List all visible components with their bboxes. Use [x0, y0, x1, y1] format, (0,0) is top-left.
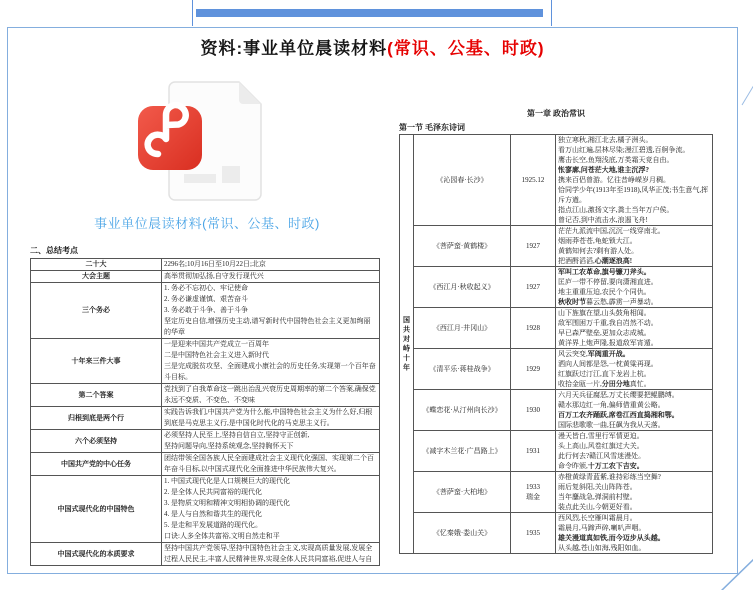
text-segment: 分田分地	[601, 380, 630, 388]
text-line	[558, 135, 710, 145]
right-column	[399, 108, 713, 554]
text-line	[558, 420, 710, 430]
text-line	[558, 359, 710, 369]
poem-content-cell	[556, 308, 713, 349]
poem-title-cell: 《菩萨蛮·黄鹤楼》	[414, 226, 511, 267]
text-segment: 暮云愁,霹雳一声暴动。	[586, 298, 658, 306]
poem-title-cell: 《蝶恋花·从汀州向长沙》	[414, 390, 511, 431]
text-line	[558, 236, 710, 246]
text-line	[558, 338, 710, 348]
year-line: 1928	[526, 324, 540, 332]
text-line	[164, 543, 377, 565]
selection-bar[interactable]	[196, 9, 543, 17]
text-line	[164, 294, 377, 305]
text-line	[558, 349, 710, 359]
era-label: 国共对峙十年	[402, 315, 411, 373]
text-segment: 风云突变,	[558, 350, 588, 358]
text-segment: 把酒酹滔滔,	[558, 257, 595, 265]
text-segment: 十万工农下吉安。	[587, 462, 644, 470]
poem-row	[400, 431, 713, 472]
text-line	[558, 379, 710, 389]
text-segment: 茫茫九派流中国,沉沉一线穿南北。	[558, 227, 665, 235]
summary-row	[31, 384, 380, 407]
text-line	[558, 277, 710, 287]
text-line	[164, 498, 377, 509]
text-segment: 早已森严壁垒,更加众志成城。	[558, 329, 651, 337]
text-segment: 黄鹤知何去?剩有游人处。	[558, 247, 639, 255]
text-segment: 恰同学少年(1913年至1918),风华正茂;书生意气,挥斥方遒。	[558, 186, 709, 204]
text-segment: 命令昨颁,	[558, 462, 588, 470]
text-line	[558, 431, 710, 441]
text-line	[164, 361, 377, 383]
text-line	[164, 384, 377, 406]
text-segment: 军叫工农革命,旗号镰刀斧头。	[558, 268, 651, 276]
year-line: 1933	[526, 483, 540, 491]
text-segment: 必须坚持人民至上,坚持自信自立,坚持守正创新,	[164, 431, 310, 439]
poem-content-cell	[556, 390, 713, 431]
text-segment: 秋收时节	[558, 298, 586, 306]
summary-row-label: 第二个答案	[31, 384, 162, 407]
summary-row-label: 中国式现代化的本质要求	[31, 543, 162, 566]
text-line	[558, 328, 710, 338]
summary-row-content	[162, 259, 380, 271]
summary-row-label: 六个必须坚持	[31, 430, 162, 453]
document-title	[8, 34, 737, 59]
poem-title-cell: 《菩萨蛮·大柏地》	[414, 472, 511, 513]
text-line	[558, 308, 710, 318]
poem-content-cell	[556, 472, 713, 513]
poem-content-cell	[556, 349, 713, 390]
poem-row	[400, 308, 713, 349]
text-segment: 指点江山,激扬文字,粪土当年万户侯。	[558, 206, 674, 214]
text-segment: 真忙。	[629, 380, 651, 388]
text-segment: 头上高山,风卷红旗过大关。	[558, 442, 644, 450]
summary-row	[31, 453, 380, 476]
text-line	[164, 350, 377, 361]
poems-table	[399, 134, 713, 554]
summary-row-content	[162, 453, 380, 476]
text-segment: 2. 是全体人民共同富裕的现代化	[164, 488, 262, 496]
text-segment: 怅寥廓,问苍茫大地,谁主沉浮?	[558, 166, 649, 174]
text-line	[164, 339, 377, 350]
text-line	[558, 297, 710, 307]
text-segment: 收拾金瓯一片,	[558, 380, 602, 388]
text-segment: 黄洋界上炮声隆,报道敌军宵遁。	[558, 339, 658, 347]
text-line	[558, 472, 710, 482]
text-line	[558, 523, 710, 533]
text-line	[164, 531, 377, 542]
summary-row-label: 中国式现代化的中国特色	[31, 476, 162, 543]
text-line	[558, 482, 710, 492]
text-segment: 心潮逐浪高!	[594, 257, 633, 265]
text-segment: 西风烈,长空雁叫霜晨月。	[558, 514, 637, 522]
poem-year-cell	[511, 267, 556, 308]
text-segment: 5. 是走和平发展道路的现代化。	[164, 521, 262, 529]
text-segment: 口诀:人多全体共富裕,文明自然走和平	[164, 532, 280, 540]
left-column	[30, 76, 384, 566]
poem-year-cell	[511, 349, 556, 390]
text-segment: 国际悲歌歌一曲,狂飙为我从天落。	[558, 421, 665, 429]
text-line	[558, 155, 710, 165]
chapter-title: 第一章 政治常识	[527, 109, 585, 118]
poem-row	[400, 349, 713, 390]
text-line	[164, 509, 377, 520]
summary-row	[31, 430, 380, 453]
text-segment: 2296名;10月16日至10月22日;北京	[164, 260, 266, 268]
text-segment: 鹰击长空,鱼翔浅底,万类霜天竞自由。	[558, 156, 674, 164]
year-line: 1925.12	[521, 176, 545, 184]
text-segment: 雄关漫道真如铁,而今迈步从头越。	[558, 534, 665, 542]
poem-row	[400, 472, 713, 513]
text-line	[558, 390, 710, 400]
text-segment: 装点此关山,今朝更好看。	[558, 503, 637, 511]
text-line	[558, 533, 710, 543]
year-line: 1935	[526, 529, 540, 537]
summary-row-label: 三个务必	[31, 283, 162, 339]
poem-row	[400, 513, 713, 554]
poem-year-cell	[511, 390, 556, 431]
text-segment: 1. 务必不忘初心、牢记使命	[164, 284, 248, 292]
document-title-main: 资料:事业单位晨读材料	[200, 39, 388, 58]
text-segment: 二是中国特色社会主义进入新时代	[164, 351, 269, 359]
text-line	[164, 316, 377, 338]
year-line: 1929	[526, 365, 540, 373]
text-line	[558, 205, 710, 215]
right-edge-handle[interactable]	[742, 85, 753, 105]
text-segment: 携来百侣曾游。忆往昔峥嵘岁月稠。	[558, 176, 670, 184]
summary-row	[31, 259, 380, 271]
poem-row	[400, 267, 713, 308]
poem-row	[400, 226, 713, 267]
poem-year-cell	[511, 472, 556, 513]
text-segment: 4. 是人与自然和谐共生的现代化	[164, 510, 262, 518]
pdf-file-icon[interactable]	[120, 76, 295, 211]
summary-row-label: 中国共产党的中心任务	[31, 453, 162, 476]
text-segment: 从头越,苍山如海,残阳如血。	[558, 544, 646, 552]
text-segment: 坚持问题导向,坚持系统观念,坚持胸怀天下	[164, 442, 294, 450]
summary-row-label: 二十大	[31, 259, 162, 271]
text-line	[164, 407, 377, 429]
text-segment: 红旗跃过汀江,直下龙岩上杭。	[558, 370, 651, 378]
year-line: 1927	[526, 242, 540, 250]
summary-row-content	[162, 476, 380, 543]
text-line	[164, 283, 377, 294]
text-segment: 坚持中国共产党领导,坚持中国特色社会主义,实现高质量发展,发展全过程人民民主,丰富人民精神世界,实现全体人民共同富裕,促进人与自	[164, 544, 373, 563]
text-segment: 曾记否,到中流击水,浪遏飞舟!	[558, 216, 648, 224]
poem-year-cell	[511, 135, 556, 226]
poem-content-cell	[556, 513, 713, 554]
text-line	[558, 246, 710, 256]
text-segment: 3. 是物质文明和精神文明相协调的现代化	[164, 499, 290, 507]
text-segment: 团结带领全国各族人民全面建成社会主义现代化强国、实现第二个百年奋斗目标,以中国式现代化全面推进中华民族伟大复兴。	[164, 454, 374, 473]
year-line: 1931	[526, 447, 540, 455]
text-segment: 3. 务必敢于斗争、善于斗争	[164, 306, 248, 314]
text-line	[558, 145, 710, 155]
text-segment: 烟雨莽苍苍,龟蛇锁大江。	[558, 237, 637, 245]
text-line	[558, 461, 710, 471]
text-segment: 1. 中国式现代化是人口规模巨大的现代化	[164, 477, 290, 485]
text-segment: 霜晨月,马蹄声碎,喇叭声咽。	[558, 524, 646, 532]
text-line	[164, 430, 377, 441]
poem-row	[400, 390, 713, 431]
text-line	[164, 441, 377, 452]
text-segment: 此行何去?赣江风雪迷漫处。	[558, 452, 646, 460]
document-title-accent: (常识、公基、时政)	[387, 39, 545, 58]
poem-year-cell	[511, 431, 556, 472]
text-line	[164, 305, 377, 316]
poem-content-cell	[556, 431, 713, 472]
poem-title-cell: 《减字木兰花·广昌路上》	[414, 431, 511, 472]
text-segment: 三是完成脱贫攻坚、全面建成小康社会的历史任务,实现第一个百年奋斗目标。	[164, 362, 376, 381]
text-segment: 洒向人间都是怨,一枕黄粱再现。	[558, 360, 658, 368]
summary-row	[31, 476, 380, 543]
text-segment: 高举贯彻加弘扬,自守发行现代兴	[164, 272, 264, 280]
text-segment: 匡庐一带不停留,要向潇湘直进。	[558, 278, 658, 286]
poem-content-cell	[556, 226, 713, 267]
text-segment: 独立寒秋,湘江北去,橘子洲头。	[558, 136, 653, 144]
text-line	[558, 441, 710, 451]
summary-row-content	[162, 543, 380, 566]
text-line	[558, 369, 710, 379]
summary-row-label: 归根到底是两个行	[31, 407, 162, 430]
poem-content-cell	[556, 267, 713, 308]
year-line: 1927	[526, 283, 540, 291]
summary-row-content	[162, 384, 380, 407]
text-segment: 坚定历史自信,增强历史主动,谱写新时代中国特色社会主义更加绚丽的华章	[164, 317, 371, 336]
text-line	[164, 476, 377, 487]
text-line	[164, 453, 377, 475]
summary-row-content	[162, 407, 380, 430]
poem-title-cell: 《西江月·秋收起义》	[414, 267, 511, 308]
text-line	[164, 487, 377, 498]
text-line	[558, 502, 710, 512]
text-line	[558, 318, 710, 328]
text-segment: 党找到了自我革命这一跳出治乱兴衰历史周期率的第二个答案,确保党永远不变质、不变色、不变味	[164, 385, 376, 404]
text-line	[558, 543, 710, 553]
year-line: 1930	[526, 406, 540, 414]
text-line	[164, 271, 377, 282]
text-segment: 赤橙黄绿青蓝紫,谁持彩练当空舞?	[558, 473, 661, 481]
summary-row	[31, 283, 380, 339]
text-line	[558, 492, 710, 502]
file-caption: 事业单位晨读材料(常识、公基、时政)	[94, 216, 320, 231]
year-line: 瑞金	[526, 493, 540, 501]
poem-content-cell	[556, 135, 713, 226]
text-line	[558, 451, 710, 461]
text-segment: 山下旌旗在望,山头鼓角相闻。	[558, 309, 651, 317]
text-segment: 六月天兵征腐恶,万丈长缨要把鲲鹏缚。	[558, 391, 679, 399]
text-segment: 赣水那边红一角,偏师借重黄公略。	[558, 401, 665, 409]
text-segment: 一是迎来中国共产党成立一百周年	[164, 340, 269, 348]
text-segment: 当年鏖战急,弹洞前村壁。	[558, 493, 637, 501]
poem-row	[400, 135, 713, 226]
text-line	[558, 400, 710, 410]
summary-row-content	[162, 283, 380, 339]
summary-table	[30, 258, 380, 566]
poem-year-cell	[511, 226, 556, 267]
poem-title-cell: 《忆秦娥·娄山关》	[414, 513, 511, 554]
text-segment: 地主重重压迫,农民个个同仇。	[558, 288, 651, 296]
text-line	[558, 513, 710, 523]
summary-row-label: 大会主题	[31, 271, 162, 283]
text-line	[558, 175, 710, 185]
text-segment: 实践告诉我们,中国共产党为什么能,中国特色社会主义为什么好,归根到底是马克思主义行,是中国化时代化的马克思主义行。	[164, 408, 373, 427]
selection-tick-right	[551, 0, 552, 26]
summary-row-label: 十年来三件大事	[31, 339, 162, 384]
summary-row-content	[162, 430, 380, 453]
poem-title-cell: 《沁园春·长沙》	[414, 135, 511, 226]
poem-year-cell	[511, 513, 556, 554]
summary-row	[31, 339, 380, 384]
text-segment: 敌军围困万千重,我自岿然不动。	[558, 319, 658, 327]
summary-section-title: 二、总结考点	[30, 246, 78, 255]
text-segment: 2. 务必谦虚谨慎、艰苦奋斗	[164, 295, 248, 303]
poem-title-cell: 《清平乐·蒋桂战争》	[414, 349, 511, 390]
text-line	[558, 410, 710, 420]
poems-section-title: 第一节 毛泽东诗词	[399, 123, 465, 132]
text-line	[558, 256, 710, 266]
summary-row	[31, 543, 380, 566]
text-line	[558, 226, 710, 236]
era-cell	[400, 135, 414, 554]
text-line	[164, 520, 377, 531]
text-segment: 漫天皆白,雪里行军情更迫。	[558, 432, 644, 440]
poem-title-cell: 《西江月·井冈山》	[414, 308, 511, 349]
summary-row	[31, 271, 380, 283]
text-line	[558, 215, 710, 225]
text-line	[558, 165, 710, 175]
text-segment: 百万工农齐踊跃,席卷江西直捣湘和鄂。	[558, 411, 679, 419]
text-line	[558, 287, 710, 297]
summary-row-content	[162, 271, 380, 283]
text-line	[164, 259, 377, 270]
text-line	[558, 185, 710, 205]
text-segment: 军阀重开战。	[587, 350, 630, 358]
document-frame	[7, 27, 738, 574]
text-segment: 看万山红遍,层林尽染;漫江碧透,百舸争流。	[558, 146, 690, 154]
summary-row	[31, 407, 380, 430]
text-segment: 雨后复斜阳,关山阵阵苍。	[558, 483, 637, 491]
text-line	[558, 267, 710, 277]
summary-row-content	[162, 339, 380, 384]
poem-year-cell	[511, 308, 556, 349]
selection-tick-left	[192, 0, 193, 26]
